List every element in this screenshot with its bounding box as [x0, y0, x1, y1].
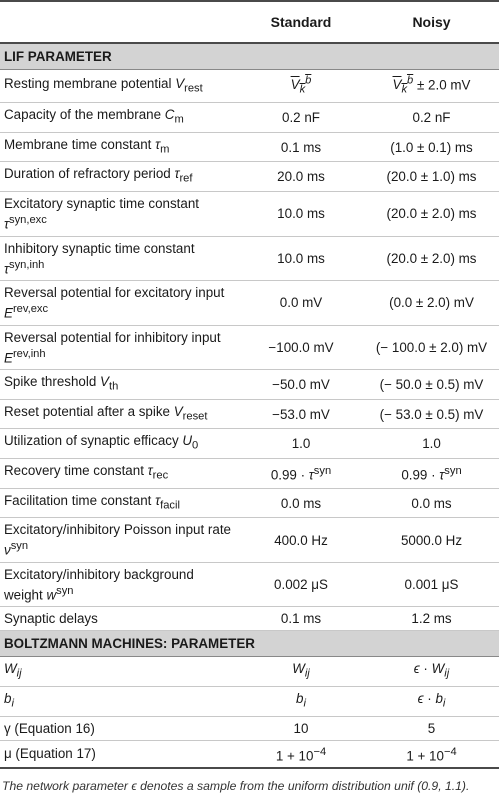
row-standard: 0.2 nF	[238, 103, 364, 133]
row-noisy: $0.99 \cdot \tau^{syn}$	[364, 459, 499, 489]
row-noisy: (− 53.0 ± 0.5) mV	[364, 399, 499, 429]
row-standard: $V_k^b$	[238, 70, 364, 103]
row-standard: 10.0 ms	[238, 236, 364, 280]
row-noisy: (20.0 ± 2.0) ms	[364, 192, 499, 236]
header-standard: Standard	[270, 14, 332, 30]
table-row	[0, 518, 499, 562]
row-standard: 0.1 ms	[238, 607, 364, 631]
row-noisy: 0.0 ms	[364, 488, 499, 518]
section-title: LIF PARAMETER	[0, 43, 499, 70]
row-standard: 0.0 ms	[238, 488, 364, 518]
table-row	[0, 399, 499, 429]
table-row	[0, 370, 499, 400]
row-noisy: (0.0 ± 2.0) mV	[364, 281, 499, 325]
row-noisy: 1.2 ms	[364, 607, 499, 631]
table-row	[0, 740, 499, 768]
row-label: $W_{ij}$	[0, 657, 238, 687]
row-noisy: (1.0 ± 0.1) ms	[364, 132, 499, 162]
row-standard: 0.002 μS	[238, 562, 364, 606]
row-label: Facilitation time constant $\tau_{facil}$	[0, 488, 238, 518]
table-row	[0, 192, 499, 236]
row-label: $b_i$	[0, 687, 238, 717]
row-standard: 0.1 ms	[238, 132, 364, 162]
row-noisy: 5	[364, 716, 499, 740]
table-row	[0, 488, 499, 518]
header-noisy: Noisy	[412, 14, 451, 30]
row-noisy: 0.001 μS	[364, 562, 499, 606]
row-label: Resting membrane potential $V_{rest}$	[0, 70, 238, 103]
table-row	[0, 162, 499, 192]
row-label: Utilization of synaptic efficacy $U_0$	[0, 429, 238, 459]
row-label: Synaptic delays	[0, 607, 238, 631]
table-row	[0, 687, 499, 717]
row-label: Capacity of the membrane $C_m$	[0, 103, 238, 133]
row-noisy: 0.2 nF	[364, 103, 499, 133]
row-label: Recovery time constant $\tau_{rec}$	[0, 459, 238, 489]
row-standard: 0.0 mV	[238, 281, 364, 325]
row-label: Reversal potential for inhibitory input $E^{rev,inh}$	[0, 325, 238, 369]
row-label: Duration of refractory period $\tau_{ref}$	[0, 162, 238, 192]
table-row	[0, 459, 499, 489]
header-row	[0, 1, 499, 43]
row-standard: $b_i$	[238, 687, 364, 717]
row-noisy: $\epsilon \cdot b_i$	[364, 687, 499, 717]
row-label: Spike threshold $V_{th}$	[0, 370, 238, 400]
row-noisy: (− 100.0 ± 2.0) mV	[364, 325, 499, 369]
row-noisy: $V_k^b \pm 2.0$ mV	[364, 70, 499, 103]
row-noisy: $1 + 10^{-4}$	[364, 740, 499, 768]
row-standard: −53.0 mV	[238, 399, 364, 429]
table-row	[0, 325, 499, 369]
row-label: γ (Equation 16)	[0, 716, 238, 740]
table-row	[0, 429, 499, 459]
table-row	[0, 236, 499, 280]
section-title: BOLTZMANN MACHINES: PARAMETER	[0, 631, 499, 657]
row-label: Reversal potential for excitatory input $E^{rev,exc}$	[0, 281, 238, 325]
row-standard: 1.0	[238, 429, 364, 459]
row-noisy: (− 50.0 ± 0.5) mV	[364, 370, 499, 400]
table-caption: The network parameter ϵ denotes a sample from the uniform distribution unif (0.9, 1.1).	[2, 779, 470, 794]
table-row	[0, 562, 499, 606]
row-standard: 400.0 Hz	[238, 518, 364, 562]
row-label: Reset potential after a spike $V_{reset}$	[0, 399, 238, 429]
table-row	[0, 70, 499, 103]
table-row	[0, 103, 499, 133]
row-standard: −50.0 mV	[238, 370, 364, 400]
row-label: Membrane time constant $\tau_m$	[0, 132, 238, 162]
table-row	[0, 657, 499, 687]
row-noisy: (20.0 ± 2.0) ms	[364, 236, 499, 280]
row-label: Excitatory/inhibitory background weight $w^{syn}$	[0, 562, 238, 606]
table-row	[0, 607, 499, 631]
row-label: Excitatory synaptic time constant $\tau^{syn,exc}$	[0, 192, 238, 236]
row-noisy: 5000.0 Hz	[364, 518, 499, 562]
row-standard: $0.99 \cdot \tau^{syn}$	[238, 459, 364, 489]
row-label: Excitatory/inhibitory Poisson input rate $\nu^{syn}$	[0, 518, 238, 562]
row-standard: $1 + 10^{-4}$	[238, 740, 364, 768]
row-standard: 10.0 ms	[238, 192, 364, 236]
row-label: Inhibitory synaptic time constant $\tau^{syn,inh}$	[0, 236, 238, 280]
header-col1	[0, 1, 238, 43]
row-noisy: (20.0 ± 1.0) ms	[364, 162, 499, 192]
row-noisy: 1.0	[364, 429, 499, 459]
section-header-lif	[0, 43, 499, 70]
section-header-boltzmann	[0, 631, 499, 657]
row-noisy: $\epsilon \cdot W_{ij}$	[364, 657, 499, 687]
row-standard: 20.0 ms	[238, 162, 364, 192]
table-row	[0, 281, 499, 325]
row-standard: 10	[238, 716, 364, 740]
row-standard: −100.0 mV	[238, 325, 364, 369]
table-row	[0, 132, 499, 162]
row-standard: $W_{ij}$	[238, 657, 364, 687]
table-row	[0, 716, 499, 740]
row-label: μ (Equation 17)	[0, 740, 238, 768]
